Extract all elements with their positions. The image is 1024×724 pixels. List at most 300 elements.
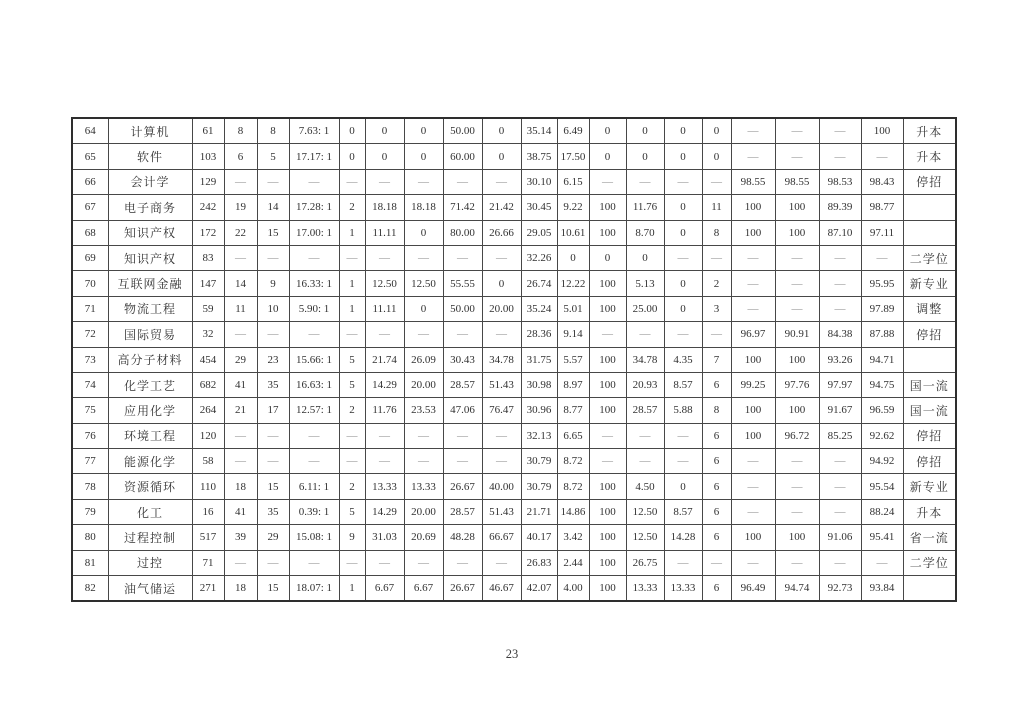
value-cell: 15 bbox=[257, 220, 289, 245]
value-cell: 90.91 bbox=[775, 322, 819, 347]
value-cell: 100 bbox=[589, 296, 626, 321]
value-cell: 8.97 bbox=[557, 372, 589, 397]
table-body bbox=[72, 118, 956, 601]
value-cell: — bbox=[404, 245, 443, 270]
value-cell: 93.84 bbox=[861, 576, 903, 602]
value-cell: — bbox=[289, 550, 339, 575]
value-cell: 6.67 bbox=[404, 576, 443, 602]
value-cell: 12.50 bbox=[626, 499, 664, 524]
value-cell: 0 bbox=[664, 220, 702, 245]
value-cell: 32.26 bbox=[521, 245, 557, 270]
value-cell: 16.33: 1 bbox=[289, 271, 339, 296]
value-cell: 100 bbox=[589, 576, 626, 602]
value-cell: 2 bbox=[339, 398, 365, 423]
value-cell: 0 bbox=[482, 271, 521, 296]
row-number-cell: 68 bbox=[72, 220, 108, 245]
remark-cell: 新专业 bbox=[903, 474, 956, 499]
value-cell: 100 bbox=[589, 398, 626, 423]
value-cell: 97.89 bbox=[861, 296, 903, 321]
value-cell: — bbox=[289, 322, 339, 347]
value-cell: 0 bbox=[482, 144, 521, 169]
value-cell: 40.17 bbox=[521, 525, 557, 550]
value-cell: 6 bbox=[702, 449, 731, 474]
value-cell: 100 bbox=[589, 347, 626, 372]
major-name-cell: 国际贸易 bbox=[108, 322, 192, 347]
value-cell: 100 bbox=[731, 195, 775, 220]
value-cell: — bbox=[819, 271, 861, 296]
value-cell: 4.00 bbox=[557, 576, 589, 602]
value-cell: 5 bbox=[339, 347, 365, 372]
value-cell: 14.28 bbox=[664, 525, 702, 550]
value-cell: 51.43 bbox=[482, 499, 521, 524]
value-cell: 100 bbox=[589, 550, 626, 575]
major-name-cell: 物流工程 bbox=[108, 296, 192, 321]
value-cell: 80.00 bbox=[443, 220, 482, 245]
value-cell: 14.29 bbox=[365, 372, 404, 397]
value-cell: 4.50 bbox=[626, 474, 664, 499]
value-cell: — bbox=[775, 271, 819, 296]
value-cell: 15 bbox=[257, 576, 289, 602]
remark-cell: 停招 bbox=[903, 169, 956, 194]
value-cell: 96.72 bbox=[775, 423, 819, 448]
value-cell: — bbox=[819, 118, 861, 144]
value-cell: — bbox=[589, 449, 626, 474]
row-number-cell: 81 bbox=[72, 550, 108, 575]
value-cell: — bbox=[819, 245, 861, 270]
major-name-cell: 过控 bbox=[108, 550, 192, 575]
value-cell: — bbox=[224, 245, 257, 270]
row-number-cell: 80 bbox=[72, 525, 108, 550]
value-cell: — bbox=[731, 271, 775, 296]
value-cell: — bbox=[819, 449, 861, 474]
value-cell: 35.14 bbox=[521, 118, 557, 144]
remark-cell: 二学位 bbox=[903, 245, 956, 270]
major-name-cell: 互联网金融 bbox=[108, 271, 192, 296]
value-cell: 26.67 bbox=[443, 474, 482, 499]
value-cell: — bbox=[443, 169, 482, 194]
value-cell: — bbox=[626, 449, 664, 474]
value-cell: 89.39 bbox=[819, 195, 861, 220]
value-cell: 92.62 bbox=[861, 423, 903, 448]
value-cell: — bbox=[589, 169, 626, 194]
value-cell: 26.09 bbox=[404, 347, 443, 372]
value-cell: — bbox=[404, 550, 443, 575]
value-cell: — bbox=[224, 550, 257, 575]
value-cell: 19 bbox=[224, 195, 257, 220]
page-number: 23 bbox=[505, 647, 519, 661]
value-cell: — bbox=[224, 322, 257, 347]
table-row bbox=[72, 347, 956, 372]
value-cell: — bbox=[819, 550, 861, 575]
value-cell: 84.38 bbox=[819, 322, 861, 347]
value-cell: 25.00 bbox=[626, 296, 664, 321]
table-row bbox=[72, 144, 956, 169]
value-cell: 2 bbox=[339, 474, 365, 499]
value-cell: — bbox=[404, 322, 443, 347]
value-cell: 98.43 bbox=[861, 169, 903, 194]
value-cell: 99.25 bbox=[731, 372, 775, 397]
value-cell: — bbox=[443, 423, 482, 448]
value-cell: 5.01 bbox=[557, 296, 589, 321]
value-cell: 6 bbox=[702, 576, 731, 602]
value-cell: 8 bbox=[702, 398, 731, 423]
value-cell: — bbox=[365, 449, 404, 474]
remark-cell: 调整 bbox=[903, 296, 956, 321]
value-cell: 28.57 bbox=[443, 372, 482, 397]
row-number-cell: 76 bbox=[72, 423, 108, 448]
value-cell: — bbox=[861, 245, 903, 270]
value-cell: 2.44 bbox=[557, 550, 589, 575]
value-cell: — bbox=[482, 322, 521, 347]
value-cell: 100 bbox=[589, 499, 626, 524]
value-cell: 71.42 bbox=[443, 195, 482, 220]
value-cell: — bbox=[404, 449, 443, 474]
value-cell: 18.18 bbox=[404, 195, 443, 220]
value-cell: 21.74 bbox=[365, 347, 404, 372]
value-cell: 98.55 bbox=[775, 169, 819, 194]
value-cell: 97.11 bbox=[861, 220, 903, 245]
value-cell: — bbox=[482, 449, 521, 474]
value-cell: 0.39: 1 bbox=[289, 499, 339, 524]
row-number-cell: 71 bbox=[72, 296, 108, 321]
value-cell: — bbox=[589, 322, 626, 347]
value-cell: — bbox=[731, 118, 775, 144]
value-cell: 28.57 bbox=[626, 398, 664, 423]
value-cell: 100 bbox=[731, 423, 775, 448]
value-cell: — bbox=[731, 550, 775, 575]
value-cell: 9 bbox=[257, 271, 289, 296]
value-cell: 20.69 bbox=[404, 525, 443, 550]
value-cell: 12.22 bbox=[557, 271, 589, 296]
value-cell: 11.11 bbox=[365, 220, 404, 245]
value-cell: — bbox=[482, 550, 521, 575]
value-cell: 6.65 bbox=[557, 423, 589, 448]
value-cell: 2 bbox=[339, 195, 365, 220]
row-number-cell: 65 bbox=[72, 144, 108, 169]
value-cell: 17.00: 1 bbox=[289, 220, 339, 245]
value-cell: — bbox=[289, 449, 339, 474]
value-cell: 94.92 bbox=[861, 449, 903, 474]
row-number-cell: 74 bbox=[72, 372, 108, 397]
value-cell: 11.76 bbox=[365, 398, 404, 423]
value-cell: 6 bbox=[702, 474, 731, 499]
major-name-cell: 高分子材料 bbox=[108, 347, 192, 372]
value-cell: 20.00 bbox=[404, 372, 443, 397]
table-row bbox=[72, 296, 956, 321]
value-cell: 5 bbox=[257, 144, 289, 169]
value-cell: 9 bbox=[339, 525, 365, 550]
value-cell: 13.33 bbox=[404, 474, 443, 499]
value-cell: 87.88 bbox=[861, 322, 903, 347]
value-cell: 26.75 bbox=[626, 550, 664, 575]
value-cell: — bbox=[257, 423, 289, 448]
value-cell: — bbox=[224, 449, 257, 474]
value-cell: 13.33 bbox=[365, 474, 404, 499]
value-cell: 100 bbox=[861, 118, 903, 144]
value-cell: 100 bbox=[589, 195, 626, 220]
value-cell: — bbox=[589, 423, 626, 448]
value-cell: 15 bbox=[257, 474, 289, 499]
remark-cell: 新专业 bbox=[903, 271, 956, 296]
value-cell: 71 bbox=[192, 550, 224, 575]
value-cell: 264 bbox=[192, 398, 224, 423]
value-cell: 5.57 bbox=[557, 347, 589, 372]
value-cell: 1 bbox=[339, 271, 365, 296]
value-cell: 94.71 bbox=[861, 347, 903, 372]
major-name-cell: 环境工程 bbox=[108, 423, 192, 448]
value-cell: — bbox=[443, 322, 482, 347]
value-cell: 31.75 bbox=[521, 347, 557, 372]
value-cell: 11.76 bbox=[626, 195, 664, 220]
value-cell: 95.41 bbox=[861, 525, 903, 550]
value-cell: 4.35 bbox=[664, 347, 702, 372]
table-row bbox=[72, 550, 956, 575]
value-cell: 1 bbox=[339, 296, 365, 321]
remark-cell: 停招 bbox=[903, 322, 956, 347]
value-cell: 0 bbox=[626, 118, 664, 144]
value-cell: 30.96 bbox=[521, 398, 557, 423]
table-row bbox=[72, 322, 956, 347]
row-number-cell: 64 bbox=[72, 118, 108, 144]
value-cell: 18.18 bbox=[365, 195, 404, 220]
value-cell: 93.26 bbox=[819, 347, 861, 372]
value-cell: — bbox=[482, 169, 521, 194]
value-cell: 23 bbox=[257, 347, 289, 372]
value-cell: 55.55 bbox=[443, 271, 482, 296]
remark-cell: 停招 bbox=[903, 449, 956, 474]
value-cell: 13.33 bbox=[626, 576, 664, 602]
value-cell: — bbox=[289, 245, 339, 270]
value-cell: 46.67 bbox=[482, 576, 521, 602]
value-cell: 0 bbox=[404, 118, 443, 144]
remark-cell bbox=[903, 347, 956, 372]
value-cell: 28.36 bbox=[521, 322, 557, 347]
value-cell: 0 bbox=[702, 118, 731, 144]
value-cell: 147 bbox=[192, 271, 224, 296]
value-cell: — bbox=[731, 296, 775, 321]
value-cell: 16 bbox=[192, 499, 224, 524]
value-cell: 271 bbox=[192, 576, 224, 602]
value-cell: 32 bbox=[192, 322, 224, 347]
value-cell: — bbox=[289, 423, 339, 448]
value-cell: 100 bbox=[589, 372, 626, 397]
value-cell: 11 bbox=[224, 296, 257, 321]
remark-cell bbox=[903, 195, 956, 220]
value-cell: 6 bbox=[702, 499, 731, 524]
value-cell: — bbox=[482, 423, 521, 448]
value-cell: 8 bbox=[702, 220, 731, 245]
remark-cell: 升本 bbox=[903, 144, 956, 169]
major-name-cell: 化学工艺 bbox=[108, 372, 192, 397]
value-cell: 29 bbox=[224, 347, 257, 372]
value-cell: 95.54 bbox=[861, 474, 903, 499]
value-cell: 50.00 bbox=[443, 118, 482, 144]
value-cell: 100 bbox=[775, 398, 819, 423]
value-cell: 0 bbox=[664, 271, 702, 296]
value-cell: 0 bbox=[365, 144, 404, 169]
value-cell: 6.11: 1 bbox=[289, 474, 339, 499]
value-cell: 31.03 bbox=[365, 525, 404, 550]
value-cell: 98.53 bbox=[819, 169, 861, 194]
value-cell: 39 bbox=[224, 525, 257, 550]
value-cell: — bbox=[664, 449, 702, 474]
value-cell: — bbox=[443, 550, 482, 575]
row-number-cell: 73 bbox=[72, 347, 108, 372]
value-cell: — bbox=[339, 245, 365, 270]
value-cell: 11 bbox=[702, 195, 731, 220]
value-cell: 0 bbox=[589, 118, 626, 144]
table-row bbox=[72, 449, 956, 474]
value-cell: 12.50 bbox=[365, 271, 404, 296]
value-cell: 14.86 bbox=[557, 499, 589, 524]
remark-cell: 升本 bbox=[903, 118, 956, 144]
value-cell: — bbox=[257, 322, 289, 347]
value-cell: 21 bbox=[224, 398, 257, 423]
value-cell: — bbox=[443, 449, 482, 474]
value-cell: — bbox=[404, 423, 443, 448]
value-cell: 8.70 bbox=[626, 220, 664, 245]
value-cell: 17 bbox=[257, 398, 289, 423]
value-cell: 0 bbox=[404, 220, 443, 245]
value-cell: 59 bbox=[192, 296, 224, 321]
value-cell: — bbox=[257, 245, 289, 270]
value-cell: 100 bbox=[731, 220, 775, 245]
value-cell: 34.78 bbox=[482, 347, 521, 372]
value-cell: — bbox=[404, 169, 443, 194]
value-cell: 3.42 bbox=[557, 525, 589, 550]
value-cell: 34.78 bbox=[626, 347, 664, 372]
value-cell: 97.76 bbox=[775, 372, 819, 397]
value-cell: 18 bbox=[224, 576, 257, 602]
value-cell: — bbox=[702, 245, 731, 270]
value-cell: — bbox=[861, 144, 903, 169]
value-cell: 38.75 bbox=[521, 144, 557, 169]
value-cell: 14 bbox=[257, 195, 289, 220]
value-cell: 100 bbox=[731, 347, 775, 372]
value-cell: 0 bbox=[664, 144, 702, 169]
value-cell: 29 bbox=[257, 525, 289, 550]
value-cell: 48.28 bbox=[443, 525, 482, 550]
value-cell: — bbox=[702, 169, 731, 194]
value-cell: 51.43 bbox=[482, 372, 521, 397]
value-cell: 14 bbox=[224, 271, 257, 296]
value-cell: 13.33 bbox=[664, 576, 702, 602]
value-cell: 17.50 bbox=[557, 144, 589, 169]
major-name-cell: 电子商务 bbox=[108, 195, 192, 220]
value-cell: 100 bbox=[589, 474, 626, 499]
value-cell: — bbox=[775, 245, 819, 270]
table-row bbox=[72, 372, 956, 397]
remark-cell: 国一流 bbox=[903, 372, 956, 397]
value-cell: 12.50 bbox=[404, 271, 443, 296]
value-cell: 8 bbox=[257, 118, 289, 144]
major-name-cell: 过程控制 bbox=[108, 525, 192, 550]
value-cell: 17.28: 1 bbox=[289, 195, 339, 220]
value-cell: 17.17: 1 bbox=[289, 144, 339, 169]
value-cell: 9.14 bbox=[557, 322, 589, 347]
value-cell: 32.13 bbox=[521, 423, 557, 448]
value-cell: 8.57 bbox=[664, 372, 702, 397]
table-row bbox=[72, 169, 956, 194]
value-cell: 0 bbox=[589, 245, 626, 270]
value-cell: — bbox=[365, 322, 404, 347]
data-table bbox=[71, 117, 957, 602]
value-cell: 6 bbox=[224, 144, 257, 169]
remark-cell: 升本 bbox=[903, 499, 956, 524]
value-cell: — bbox=[257, 550, 289, 575]
value-cell: — bbox=[365, 245, 404, 270]
value-cell: 5 bbox=[339, 499, 365, 524]
table-row bbox=[72, 474, 956, 499]
value-cell: 103 bbox=[192, 144, 224, 169]
value-cell: 14.29 bbox=[365, 499, 404, 524]
value-cell: — bbox=[339, 449, 365, 474]
row-number-cell: 66 bbox=[72, 169, 108, 194]
value-cell: — bbox=[819, 144, 861, 169]
value-cell: — bbox=[339, 169, 365, 194]
major-name-cell: 资源循环 bbox=[108, 474, 192, 499]
value-cell: 41 bbox=[224, 499, 257, 524]
value-cell: 10.61 bbox=[557, 220, 589, 245]
table-row bbox=[72, 398, 956, 423]
value-cell: 0 bbox=[557, 245, 589, 270]
value-cell: — bbox=[443, 245, 482, 270]
value-cell: 97.97 bbox=[819, 372, 861, 397]
value-cell: 9.22 bbox=[557, 195, 589, 220]
value-cell: — bbox=[224, 423, 257, 448]
value-cell: — bbox=[482, 245, 521, 270]
value-cell: — bbox=[775, 499, 819, 524]
value-cell: 0 bbox=[482, 118, 521, 144]
row-number-cell: 69 bbox=[72, 245, 108, 270]
value-cell: 30.10 bbox=[521, 169, 557, 194]
value-cell: — bbox=[626, 169, 664, 194]
value-cell: 50.00 bbox=[443, 296, 482, 321]
value-cell: 5.90: 1 bbox=[289, 296, 339, 321]
value-cell: 35.24 bbox=[521, 296, 557, 321]
value-cell: 100 bbox=[775, 525, 819, 550]
value-cell: 0 bbox=[664, 296, 702, 321]
value-cell: 26.67 bbox=[443, 576, 482, 602]
value-cell: 26.74 bbox=[521, 271, 557, 296]
value-cell: — bbox=[626, 423, 664, 448]
value-cell: — bbox=[365, 423, 404, 448]
value-cell: 58 bbox=[192, 449, 224, 474]
value-cell: 15.08: 1 bbox=[289, 525, 339, 550]
value-cell: — bbox=[339, 423, 365, 448]
value-cell: 15.66: 1 bbox=[289, 347, 339, 372]
value-cell: — bbox=[731, 144, 775, 169]
value-cell: — bbox=[664, 550, 702, 575]
value-cell: 30.79 bbox=[521, 449, 557, 474]
major-name-cell: 能源化学 bbox=[108, 449, 192, 474]
value-cell: — bbox=[365, 550, 404, 575]
value-cell: — bbox=[339, 550, 365, 575]
value-cell: 0 bbox=[404, 296, 443, 321]
value-cell: 16.63: 1 bbox=[289, 372, 339, 397]
value-cell: 83 bbox=[192, 245, 224, 270]
value-cell: 85.25 bbox=[819, 423, 861, 448]
value-cell: 682 bbox=[192, 372, 224, 397]
value-cell: 94.75 bbox=[861, 372, 903, 397]
value-cell: 100 bbox=[775, 220, 819, 245]
value-cell: 20.00 bbox=[482, 296, 521, 321]
value-cell: 7 bbox=[702, 347, 731, 372]
value-cell: 0 bbox=[664, 195, 702, 220]
table-row bbox=[72, 423, 956, 448]
value-cell: 172 bbox=[192, 220, 224, 245]
table-row bbox=[72, 118, 956, 144]
